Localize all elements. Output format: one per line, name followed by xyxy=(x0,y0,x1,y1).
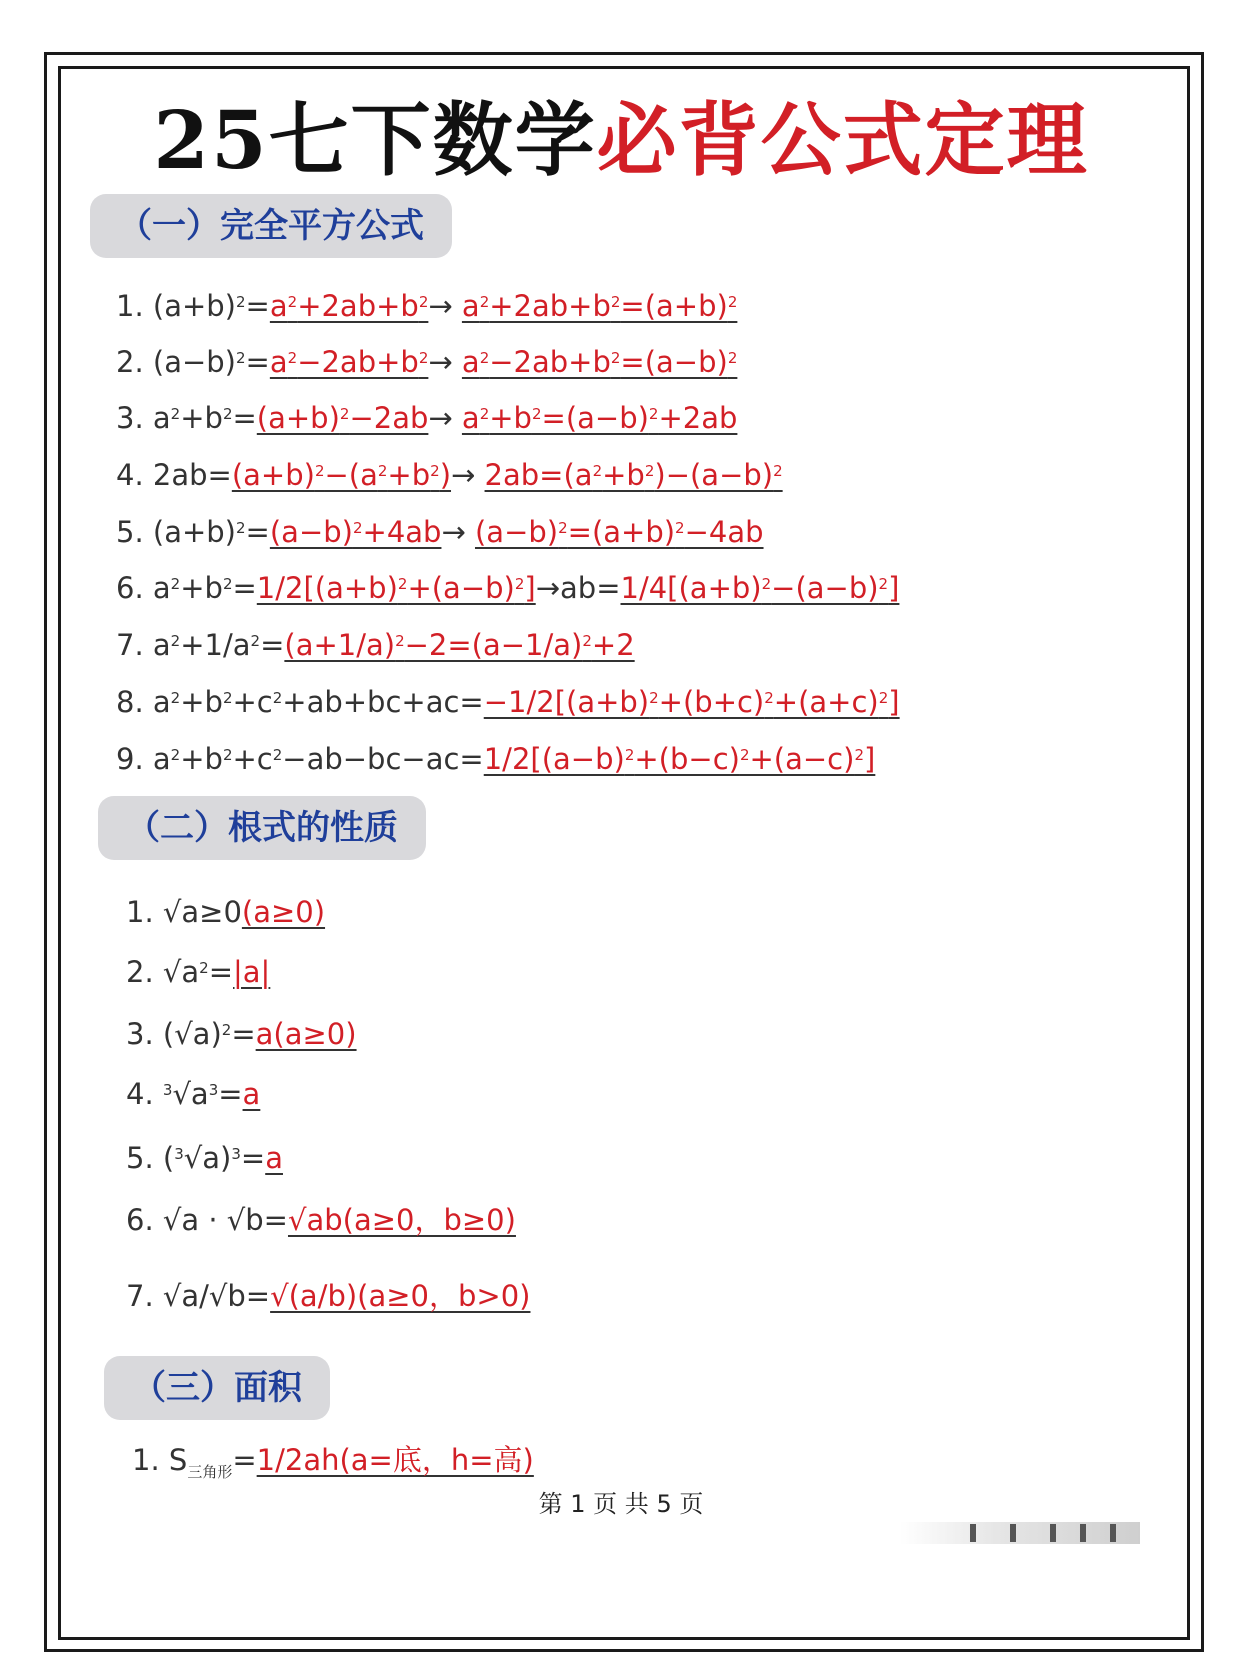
formula-number: 5. xyxy=(116,515,144,549)
formula-number: 8. xyxy=(116,685,144,719)
formula-number: 7. xyxy=(116,628,144,662)
formula-number: 6. xyxy=(116,571,144,605)
formula-line: 8. $a^2+b^2+c^2+ab+bc+ac=-1/2[(a+b)^2+(b+c)^2+(a+c)^2]$ xyxy=(116,685,900,719)
formula-line: 1. $(a+b)^2=a^2+2ab+b^2\to a^2+2ab+b^2=(a+b)^2$ xyxy=(116,289,738,323)
formula-number: 1. xyxy=(116,289,144,323)
page-title xyxy=(0,92,1242,188)
formula-number: 5. xyxy=(126,1141,154,1175)
formula-number: 2. xyxy=(126,955,154,989)
formula-line: 1. $S_{三角形}=1/2ah(a=$底，h=高) xyxy=(132,1443,534,1481)
page-scroll-indicator xyxy=(900,1522,1140,1544)
formula-number: 3. xyxy=(116,401,144,435)
formula-line: 7. $a^2+1/a^2=(a+1/a)^2-2=(a-1/a)^2+2$ xyxy=(116,628,635,662)
formula-line: 3. $a^2+b^2=(a+b)^2-2ab\to a^2+b^2=(a-b)^2+2ab$ xyxy=(116,401,738,435)
page-footer: 第 1 页 共 5 页 xyxy=(538,1490,704,1518)
section-heading-2: （二）根式的性质 xyxy=(98,796,426,860)
formula-number: 4. xyxy=(116,458,144,492)
formula-line: 5. $(^3√a)^3=a$ xyxy=(126,1141,283,1175)
formula-line: 3. $(√a)^2=a(a\ge 0)$ xyxy=(126,1017,357,1051)
formula-line: 5. $(a+b)^2=(a-b)^2+4ab\to (a-b)^2=(a+b)^2-4ab$ xyxy=(116,515,764,549)
formula-line: 4. $^3√a^3=a$ xyxy=(126,1077,261,1111)
formula-line: 6. √a · √b=√ab(a≥0，b≥0) xyxy=(126,1203,516,1237)
formula-number: 2. xyxy=(116,345,144,379)
formula-line: 2. $√a^2=|a|$ xyxy=(126,955,271,989)
formula-number: 6. xyxy=(126,1203,154,1237)
formula-number: 4. xyxy=(126,1077,154,1111)
formula-number: 1. xyxy=(132,1443,160,1477)
formula-line: 4. $2ab=(a+b)^2-(a^2+b^2)\to 2ab=(a^2+b^2)-(a-b)^2$ xyxy=(116,458,783,492)
title-part-red: 必背公式定理 xyxy=(596,93,1089,187)
formula-line: 9. $a^2+b^2+c^2-ab-bc-ac=1/2[(a-b)^2+(b-c)^2+(a-c)^2]$ xyxy=(116,742,876,776)
section-heading-1: （一）完全平方公式 xyxy=(90,194,452,258)
formula-number: 3. xyxy=(126,1017,154,1051)
section-heading-3: （三）面积 xyxy=(104,1356,330,1420)
formula-number: 7. xyxy=(126,1279,154,1313)
title-part-black: 25七下数学 xyxy=(153,93,597,187)
formula-line: 6. $a^2+b^2=1/2[(a+b)^2+(a-b)^2]\to ab=1/4[(a+b)^2-(a-b)^2]$ xyxy=(116,571,900,605)
formula-line: 2. $(a-b)^2=a^2-2ab+b^2\to a^2-2ab+b^2=(a-b)^2$ xyxy=(116,345,738,379)
formula-line: 7. √a/√b=√(a/b)(a≥0，b>0) xyxy=(126,1279,531,1313)
formula-number: 9. xyxy=(116,742,144,776)
formula-line: 1. √a≥0(a≥0) xyxy=(126,895,326,929)
formula-number: 1. xyxy=(126,895,154,929)
